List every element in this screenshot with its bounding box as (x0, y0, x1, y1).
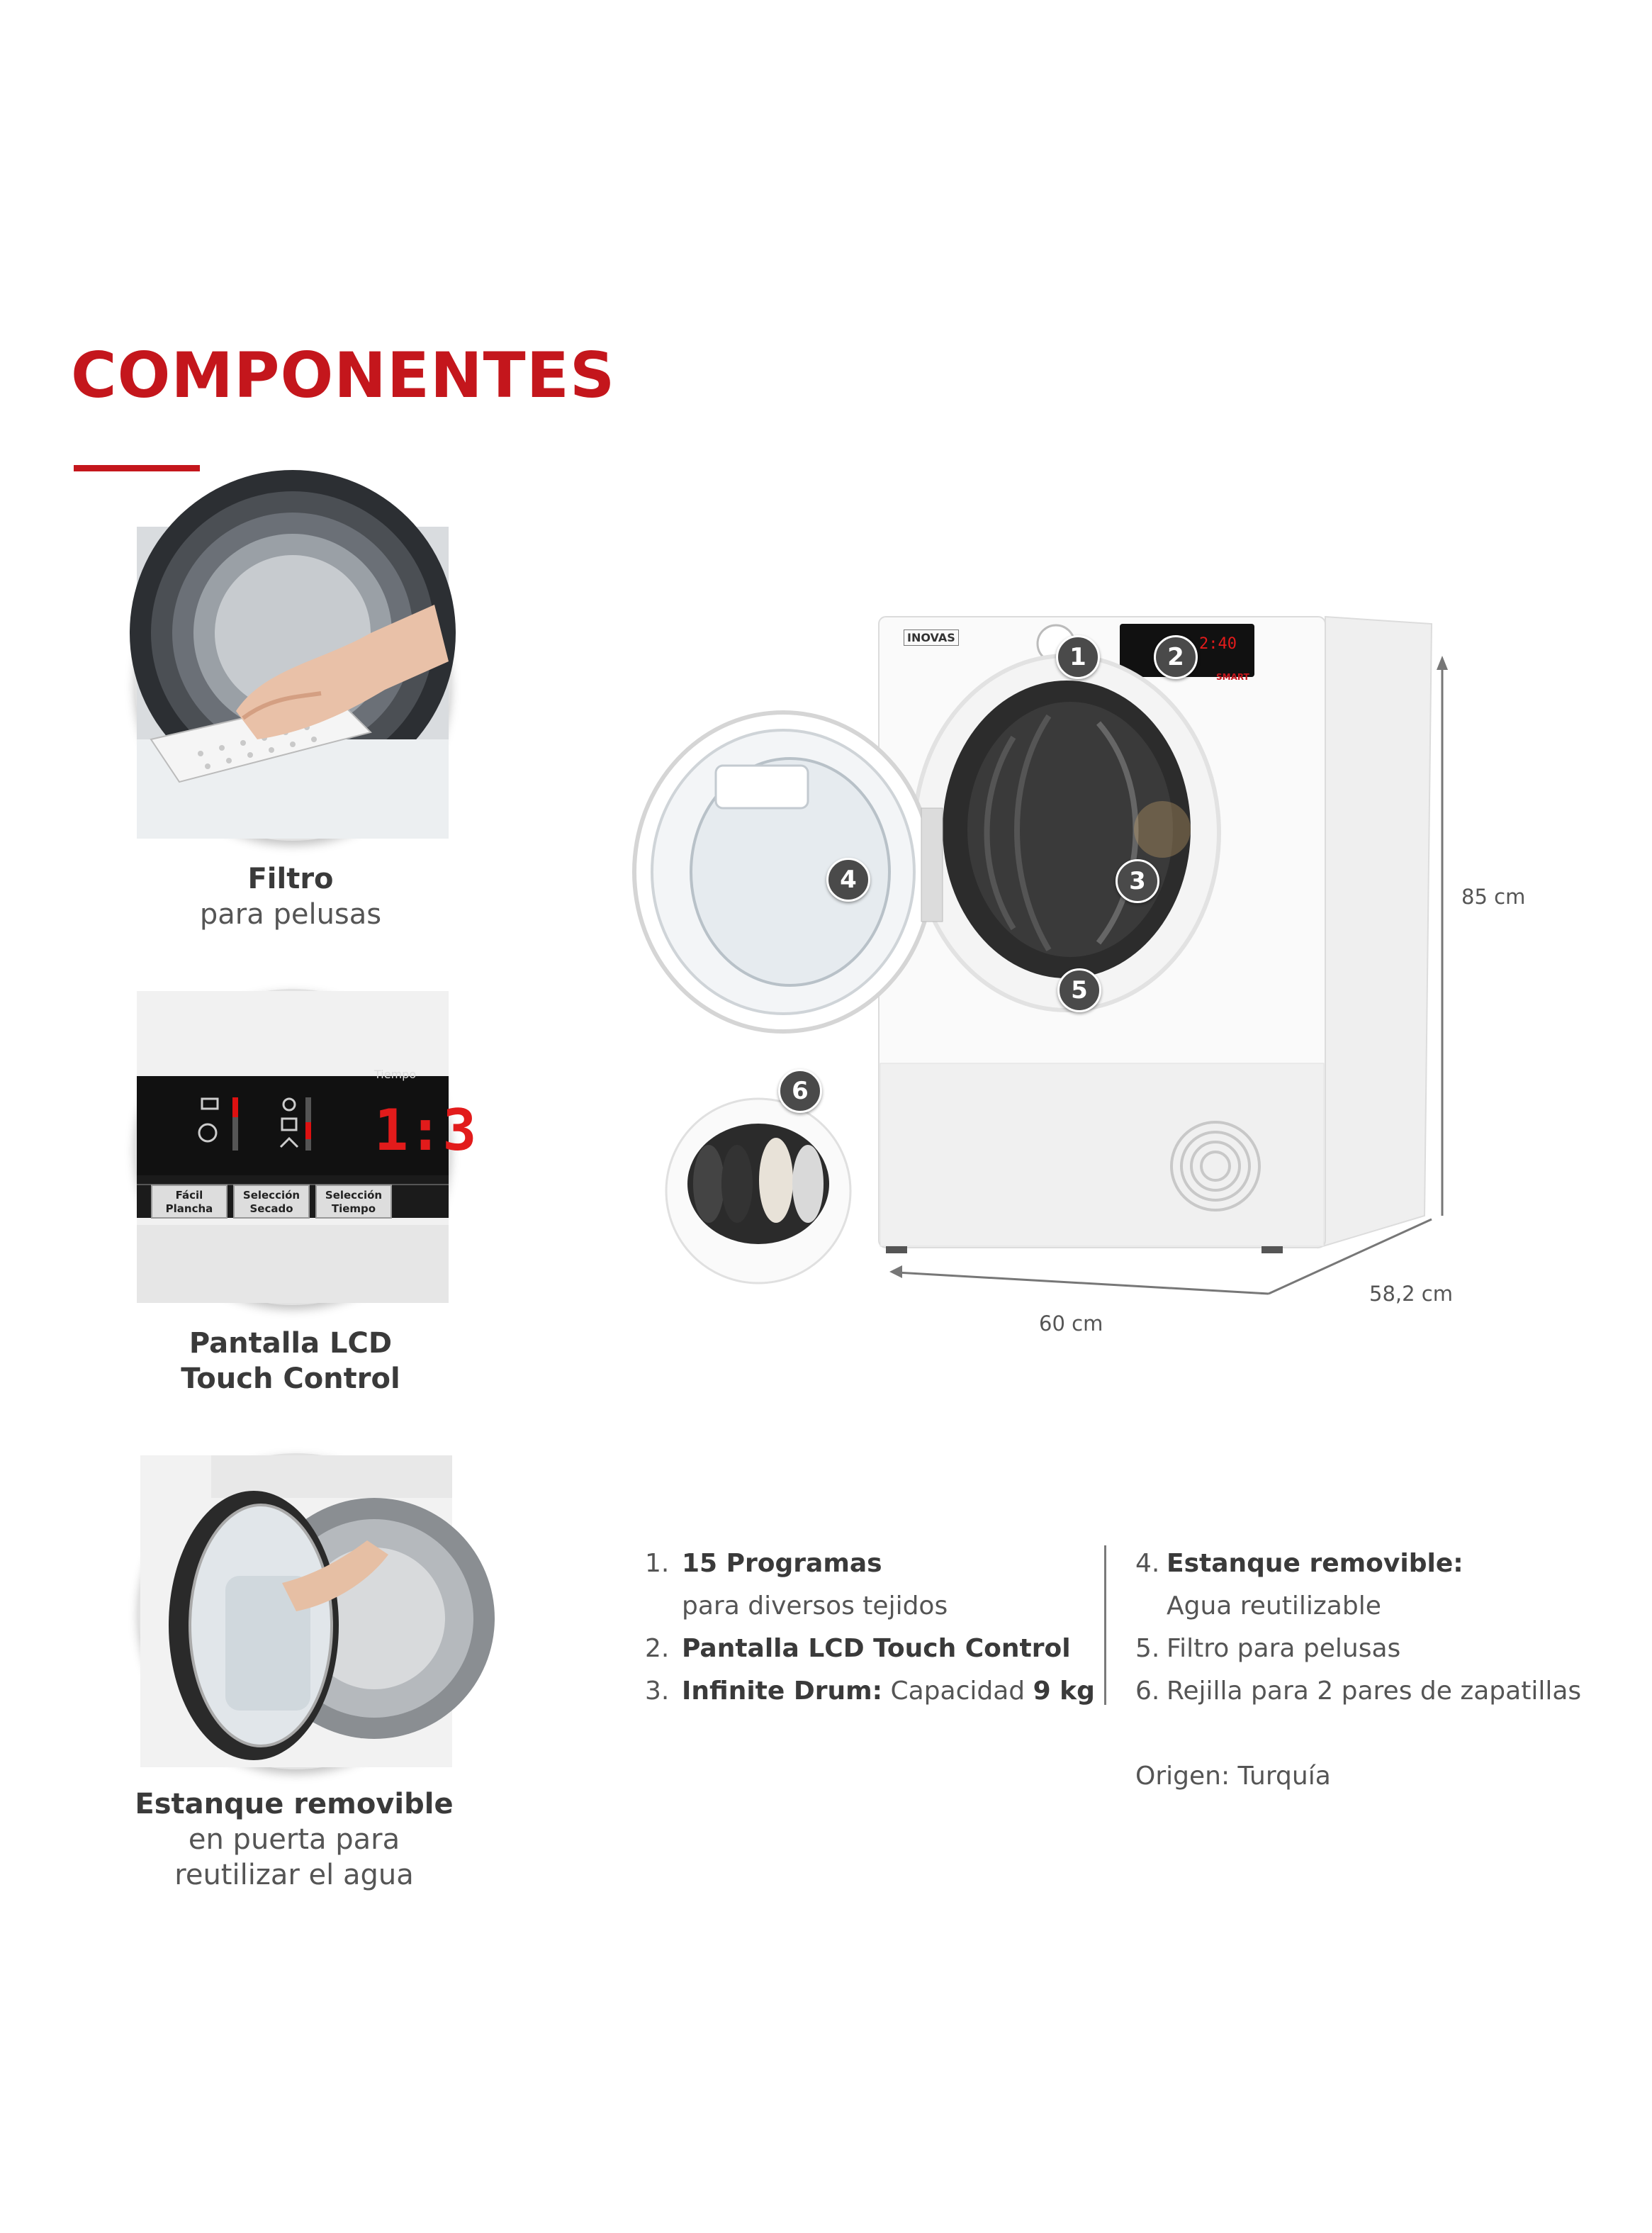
filter-caption-text: para pelusas (199, 898, 382, 931)
lcd-button-label: Tiempo (331, 1202, 376, 1215)
feature-number: 5. (1135, 1634, 1160, 1663)
feature-number: 2. (645, 1634, 670, 1663)
feature-text: Capacidad (882, 1677, 1033, 1706)
lcd-caption (135, 1326, 446, 1397)
features-left (645, 1543, 1095, 1713)
filter-caption-title: Filtro (247, 863, 334, 895)
depth-dimension: 58,2 cm (1369, 1282, 1453, 1306)
lcd-header: Tiempo (374, 1068, 417, 1081)
feature-title: 15 Programas (682, 1549, 882, 1578)
lcd-button-label: Selección (325, 1189, 383, 1202)
feature-item (1135, 1670, 1581, 1713)
dryer-screen-digits: 2:40 (1199, 635, 1237, 653)
lcd-button-easy-iron[interactable] (151, 1185, 227, 1219)
brand-logo: INOVAS (904, 629, 959, 646)
lcd-digits: 1:3 (374, 1097, 477, 1163)
title-underline (74, 465, 200, 471)
feature-item (645, 1670, 1095, 1713)
badge-2: 2 (1154, 635, 1198, 679)
lcd-photo (135, 989, 477, 1305)
feature-title: Estanque removible: (1167, 1549, 1463, 1578)
feature-title: Pantalla LCD Touch Control (682, 1634, 1071, 1663)
feature-text: Rejilla para 2 pares de zapatillas (1167, 1677, 1582, 1706)
tank-caption-title: Estanque removible (135, 1788, 454, 1820)
lcd-button-label: Secado (249, 1202, 293, 1215)
filter-caption (135, 861, 446, 932)
tank-caption-line-2: reutilizar el agua (174, 1859, 414, 1891)
feature-title: Infinite Drum: (682, 1677, 883, 1706)
feature-number: 1. (645, 1549, 670, 1578)
width-dimension: 60 cm (1039, 1311, 1103, 1336)
page-title: COMPONENTES (71, 339, 616, 412)
feature-text: Filtro para pelusas (1167, 1634, 1401, 1663)
dryer-illustration (609, 595, 1545, 1333)
lcd-button-dry-select[interactable] (233, 1185, 310, 1219)
feature-item (645, 1543, 1095, 1585)
features-right (1135, 1543, 1581, 1713)
badge-6: 6 (778, 1069, 822, 1113)
tank-photo (138, 1453, 454, 1769)
smart-label: SMART (1216, 672, 1249, 682)
lcd-button-label: Fácil (175, 1189, 203, 1202)
lcd-button-label: Selección (242, 1189, 300, 1202)
lcd-caption-title: Pantalla LCD (189, 1327, 393, 1360)
badge-3: 3 (1116, 859, 1159, 903)
tank-illustration (140, 1455, 452, 1767)
feature-capacity: 9 kg (1033, 1677, 1095, 1706)
feature-item (1135, 1543, 1581, 1585)
origin-text: Origen: Turquía (1135, 1762, 1331, 1791)
tank-caption (120, 1786, 468, 1893)
badge-4: 4 (826, 858, 870, 902)
feature-item (1135, 1628, 1581, 1670)
badge-1: 1 (1056, 635, 1100, 679)
tank-caption-line-1: en puerta para (188, 1823, 400, 1856)
filter-photo (135, 525, 451, 841)
feature-subtext: para diversos tejidos (682, 1591, 948, 1621)
height-dimension: 85 cm (1461, 885, 1526, 909)
feature-subtext: Agua reutilizable (1167, 1591, 1381, 1621)
badge-5: 5 (1057, 968, 1101, 1012)
feature-item (645, 1628, 1095, 1670)
feature-number: 3. (645, 1677, 670, 1706)
feature-number: 4. (1135, 1549, 1160, 1578)
lcd-button-time-select[interactable] (315, 1185, 392, 1219)
lcd-button-label: Plancha (165, 1202, 213, 1215)
feature-number: 6. (1135, 1677, 1160, 1706)
filter-illustration (137, 527, 449, 839)
list-divider (1104, 1545, 1106, 1705)
lcd-caption-title-2: Touch Control (181, 1362, 400, 1395)
